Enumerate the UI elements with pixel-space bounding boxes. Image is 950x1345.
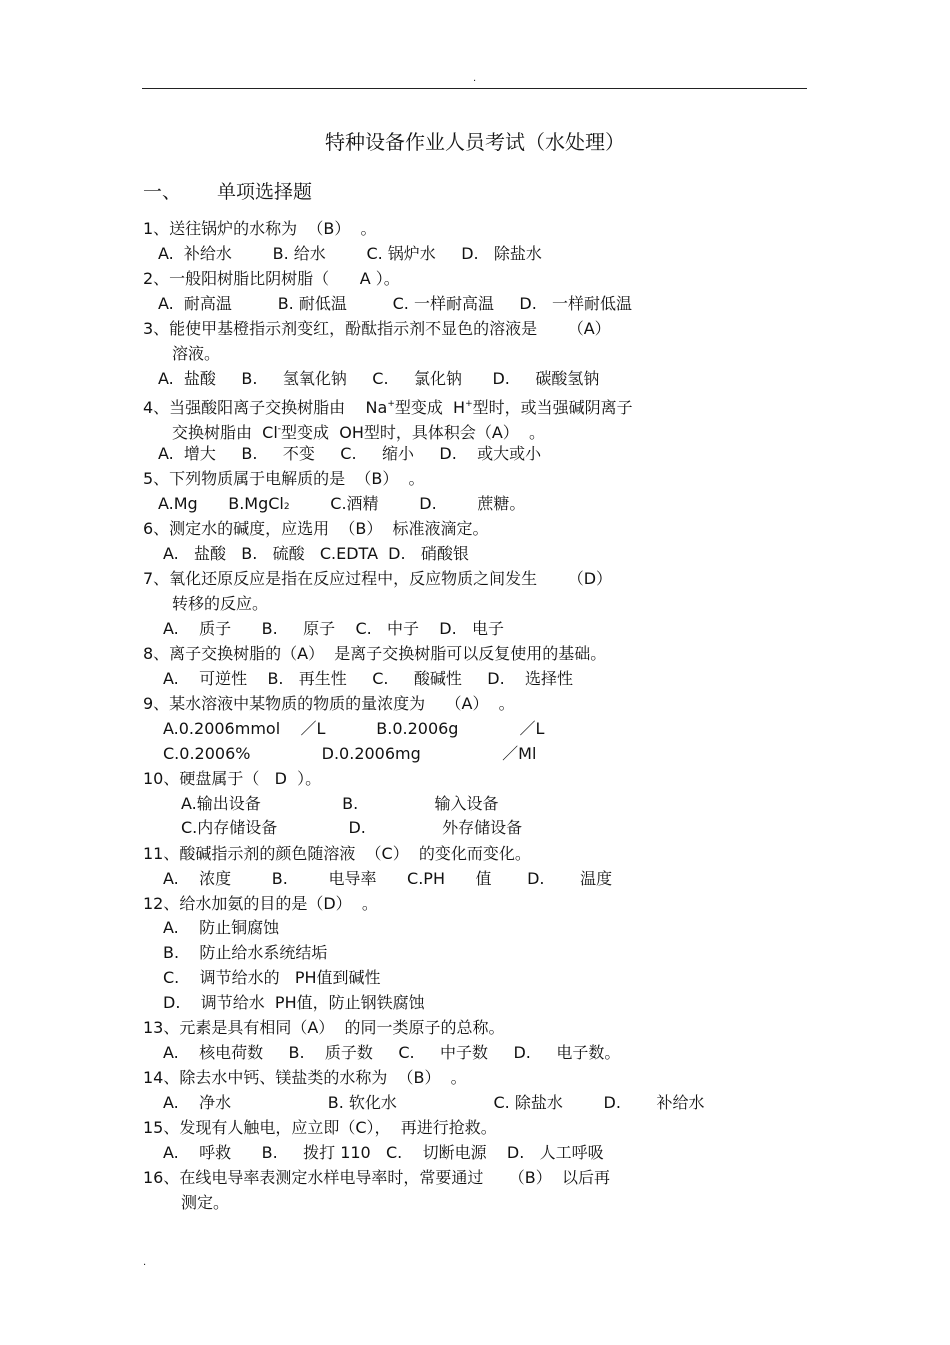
question-line xyxy=(143,894,378,914)
line-text: A.Mg B.MgCl xyxy=(158,494,284,513)
line-text: 3、能使甲基橙指示剂变红，酚酞指示剂不显色的溶液是 （A） xyxy=(143,319,611,338)
question-line xyxy=(163,869,612,889)
line-text: 2、一般阳树脂比阴树脂（ A ）。 xyxy=(143,269,400,288)
line-text: 交换树脂由 Cl xyxy=(172,423,278,442)
superscript: - xyxy=(277,424,282,434)
question-line xyxy=(163,619,504,639)
question-line xyxy=(181,1193,229,1213)
question-line xyxy=(143,1118,497,1138)
line-text: D. 调节给水 PH值，防止钢铁腐蚀 xyxy=(163,993,425,1012)
line-text: A. 盐酸 B. 氢氧化钠 C. 氯化钠 D. 碳酸氢钠 xyxy=(158,369,600,388)
question-line xyxy=(163,544,469,564)
line-text: A. 盐酸 B. 硫酸 C.EDTA D. 硝酸银 xyxy=(163,544,469,563)
question-line xyxy=(143,219,377,239)
line-text: 1、送往锅炉的水称为 （B） 。 xyxy=(143,219,377,238)
line-text: A. 呼救 B. 拨打 110 C. 切断电源 D. 人工呼吸 xyxy=(163,1143,604,1162)
line-text: 转移的反应。 xyxy=(172,594,269,613)
line-text: 5、下列物质属于电解质的是 （B） 。 xyxy=(143,469,425,488)
question-line xyxy=(143,469,425,489)
line-text: A. 防止铜腐蚀 xyxy=(163,918,280,937)
question-line xyxy=(143,269,400,289)
line-text: 测定。 xyxy=(181,1193,230,1212)
question-line xyxy=(181,818,522,838)
question-line xyxy=(158,294,632,314)
line-text: 16、在线电导率表测定水样电导率时，常要通过 （B） 以后再 xyxy=(143,1168,610,1187)
question-line xyxy=(158,444,541,464)
line-text: A. 核电荷数 B. 质子数 C. 中子数 D. 电子数。 xyxy=(163,1043,621,1062)
subscript: 2 xyxy=(283,502,290,512)
line-text: 15、发现有人触电，应立即（C）， 再进行抢救。 xyxy=(143,1118,497,1137)
question-line xyxy=(163,1143,604,1163)
question-line xyxy=(143,519,489,539)
question-line xyxy=(181,794,498,814)
question-line xyxy=(143,1018,504,1038)
line-text: A. 净水 B. 软化水 C. 除盐水 D. 补给水 xyxy=(163,1093,705,1112)
line-text: 型变成 H xyxy=(394,398,466,417)
question-line xyxy=(163,1093,705,1113)
superscript: + xyxy=(387,399,395,409)
question-line xyxy=(163,993,425,1013)
line-text: C. 调节给水的 PH值到碱性 xyxy=(163,968,381,987)
question-line xyxy=(163,918,279,938)
line-text: 13、元素是具有相同（A） 的同一类原子的总称。 xyxy=(143,1018,505,1037)
line-text: A. 浓度 B. 电导率 C.PH 值 D. 温度 xyxy=(163,869,613,888)
question-line xyxy=(172,419,545,443)
line-text: 7、氧化还原反应是指在反应过程中，反应物质之间发生 （D） xyxy=(143,569,613,588)
line-text: A.输出设备 B. 输入设备 xyxy=(181,794,499,813)
line-text: B. 防止给水系统结垢 xyxy=(163,943,328,962)
line-text: A. 耐高温 B. 耐低温 C. 一样耐高温 D. 一样耐低温 xyxy=(158,294,633,313)
line-text: A. 质子 B. 原子 C. 中子 D. 电子 xyxy=(163,619,504,638)
header-rule xyxy=(142,88,807,89)
question-line xyxy=(163,669,573,689)
question-line xyxy=(172,594,268,614)
question-line xyxy=(143,1068,467,1088)
question-line xyxy=(163,744,536,764)
superscript: + xyxy=(465,399,473,409)
page-title: 特种设备作业人员考试（水处理） xyxy=(325,130,625,154)
question-line xyxy=(172,344,220,364)
question-line xyxy=(143,769,321,789)
line-text: 4、当强酸阳离子交换树脂由 Na xyxy=(143,398,388,417)
section-label: 单项选择题 xyxy=(217,181,313,203)
header-dot: . xyxy=(473,73,477,84)
line-text: A. 补给水 B. 给水 C. 锅炉水 D. 除盐水 xyxy=(158,244,542,263)
question-line xyxy=(143,694,515,714)
line-text: C.内存储设备 D. 外存储设备 xyxy=(181,818,523,837)
section-heading xyxy=(143,179,312,205)
question-line xyxy=(158,244,542,264)
section-number: 一、 xyxy=(143,181,182,203)
question-line xyxy=(158,494,525,517)
line-text: A. 可逆性 B. 再生性 C. 酸碱性 D. 选择性 xyxy=(163,669,574,688)
line-text: 型变成 OH型时，具体积会（A） 。 xyxy=(281,423,545,442)
question-line xyxy=(163,1043,620,1063)
question-line xyxy=(143,394,633,418)
line-text: 9、某水溶液中某物质的物质的量浓度为 （A） 。 xyxy=(143,694,515,713)
question-line xyxy=(143,844,531,864)
question-line xyxy=(163,943,327,963)
question-line xyxy=(158,369,599,389)
line-text: 8、离子交换树脂的（A） 是离子交换树脂可以反复使用的基础。 xyxy=(143,644,607,663)
question-line xyxy=(163,719,544,739)
line-text: C.酒精 D. 蔗糖。 xyxy=(289,494,526,513)
line-text: 10、硬盘属于（ D ）。 xyxy=(143,769,322,788)
line-text: 6、测定水的碱度，应选用 （B） 标准液滴定。 xyxy=(143,519,489,538)
line-text: 12、给水加氨的目的是（D） 。 xyxy=(143,894,378,913)
line-text: 14、除去水中钙、镁盐类的水称为 （B） 。 xyxy=(143,1068,467,1087)
question-line xyxy=(143,569,612,589)
line-text: A. 增大 B. 不变 C. 缩小 D. 或大或小 xyxy=(158,444,542,463)
line-text: C.0.2006% D.0.2006mg ／Ml xyxy=(163,744,537,763)
footer-dot: . xyxy=(143,1257,147,1268)
line-text: A.0.2006mmol ／L B.0.2006g ／L xyxy=(163,719,545,738)
question-line xyxy=(143,319,611,339)
question-line xyxy=(143,644,606,664)
line-text: 型时，或当强碱阴离子 xyxy=(472,398,633,417)
line-text: 11、酸碱指示剂的颜色随溶液 （C） 的变化而变化。 xyxy=(143,844,531,863)
line-text: 溶液。 xyxy=(172,344,221,363)
question-line xyxy=(143,1168,610,1188)
question-line xyxy=(163,968,381,988)
